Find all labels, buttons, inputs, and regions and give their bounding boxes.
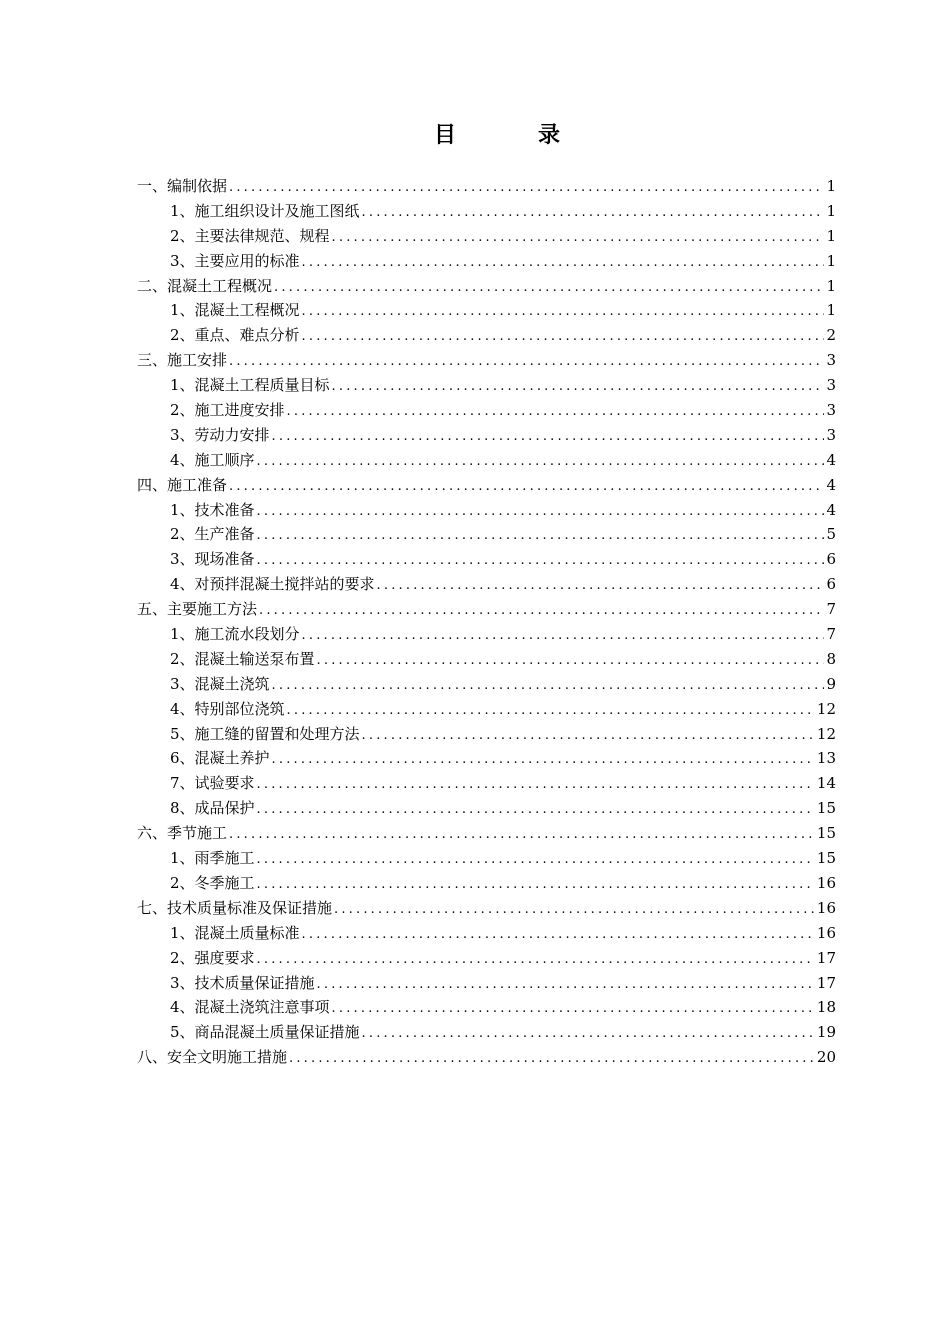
toc-subsection-entry[interactable] — [137, 796, 836, 821]
toc-subsection-entry[interactable] — [137, 249, 836, 274]
toc-subsection-entry[interactable] — [137, 672, 836, 697]
toc-entry-label: 3、劳动力安排 — [170, 425, 270, 444]
toc-page-number: 16 — [816, 873, 836, 892]
toc-dot-leader — [257, 948, 815, 971]
toc-subsection-entry[interactable] — [137, 647, 836, 672]
toc-entry-label: 3、主要应用的标准 — [170, 251, 300, 270]
toc-subsection-entry[interactable] — [137, 498, 836, 523]
toc-dot-leader — [272, 674, 825, 697]
toc-dot-leader — [272, 748, 815, 771]
toc-page-number: 4 — [826, 450, 836, 469]
toc-dot-leader — [257, 500, 825, 523]
toc-page-number: 6 — [826, 575, 836, 594]
toc-entry-label: 二、混凝土工程概况 — [137, 276, 273, 295]
toc-entry-label: 5、施工缝的留置和处理方法 — [170, 724, 360, 743]
toc-entry-label: 3、混凝土浇筑 — [170, 674, 270, 693]
toc-page-number: 1 — [826, 251, 836, 270]
toc-page-number: 8 — [826, 649, 836, 668]
toc-subsection-entry[interactable] — [137, 423, 836, 448]
toc-dot-leader — [229, 823, 815, 846]
toc-page-number: 3 — [826, 425, 836, 444]
toc-entry-label: 4、施工顺序 — [170, 450, 255, 469]
toc-entry-label: 1、混凝土质量标准 — [170, 923, 300, 942]
toc-list — [137, 174, 836, 1070]
toc-subsection-entry[interactable] — [137, 697, 836, 722]
toc-page-number: 3 — [826, 351, 836, 370]
toc-dot-leader — [302, 624, 825, 647]
toc-entry-label: 五、主要施工方法 — [137, 600, 258, 619]
toc-entry-label: 3、现场准备 — [170, 550, 255, 569]
toc-subsection-entry[interactable] — [137, 946, 836, 971]
toc-subsection-entry[interactable] — [137, 971, 836, 996]
toc-dot-leader — [257, 549, 825, 572]
toc-subsection-entry[interactable] — [137, 622, 836, 647]
toc-dot-leader — [274, 276, 824, 299]
toc-entry-label: 2、强度要求 — [170, 948, 255, 967]
toc-entry-label: 2、主要法律规范、规程 — [170, 226, 330, 245]
toc-section-entry[interactable] — [137, 348, 836, 373]
toc-page-number: 1 — [826, 301, 836, 320]
toc-page-number: 6 — [826, 550, 836, 569]
toc-entry-label: 2、生产准备 — [170, 525, 255, 544]
toc-entry-label: 1、混凝土工程质量目标 — [170, 376, 330, 395]
toc-subsection-entry[interactable] — [137, 746, 836, 771]
toc-entry-label: 8、成品保护 — [170, 799, 255, 818]
toc-page-number: 15 — [816, 799, 836, 818]
toc-section-entry[interactable] — [137, 821, 836, 846]
toc-subsection-entry[interactable] — [137, 522, 836, 547]
toc-entry-label: 1、施工组织设计及施工图纸 — [170, 201, 360, 220]
toc-dot-leader — [257, 524, 825, 547]
toc-section-entry[interactable] — [137, 1045, 836, 1070]
toc-subsection-entry[interactable] — [137, 572, 836, 597]
toc-entry-label: 2、施工进度安排 — [170, 401, 285, 420]
toc-dot-leader — [302, 300, 825, 323]
toc-page-number: 1 — [826, 201, 836, 220]
toc-page-number: 7 — [826, 625, 836, 644]
toc-dot-leader — [229, 475, 824, 498]
toc-dot-leader — [302, 923, 815, 946]
toc-page-number: 3 — [826, 401, 836, 420]
toc-page-number: 4 — [826, 475, 836, 494]
toc-dot-leader — [317, 649, 825, 672]
toc-page-number: 12 — [816, 724, 836, 743]
toc-dot-leader — [287, 699, 815, 722]
toc-entry-label: 1、技术准备 — [170, 500, 255, 519]
toc-entry-label: 4、混凝土浇筑注意事项 — [170, 998, 330, 1017]
toc-dot-leader — [334, 898, 815, 921]
toc-dot-leader — [287, 400, 825, 423]
toc-subsection-entry[interactable] — [137, 373, 836, 398]
toc-section-entry[interactable] — [137, 896, 836, 921]
toc-title: 目 录 — [433, 123, 590, 148]
toc-page-number: 2 — [826, 326, 836, 345]
toc-page-number: 17 — [816, 973, 836, 992]
toc-subsection-entry[interactable] — [137, 298, 836, 323]
toc-subsection-entry[interactable] — [137, 199, 836, 224]
toc-subsection-entry[interactable] — [137, 722, 836, 747]
toc-dot-leader — [257, 848, 815, 871]
toc-page-number: 14 — [816, 774, 836, 793]
toc-entry-label: 5、商品混凝土质量保证措施 — [170, 1023, 360, 1042]
toc-page-number: 1 — [826, 177, 836, 195]
toc-dot-leader — [332, 226, 825, 249]
toc-dot-leader — [317, 973, 815, 996]
toc-subsection-entry[interactable] — [137, 871, 836, 896]
toc-dot-leader — [362, 1022, 815, 1045]
toc-page-number: 13 — [816, 749, 836, 768]
toc-entry-label: 六、季节施工 — [137, 824, 228, 843]
toc-subsection-entry[interactable] — [137, 921, 836, 946]
toc-page-number: 20 — [816, 1048, 836, 1067]
toc-subsection-entry[interactable] — [137, 323, 836, 348]
toc-page-number: 15 — [816, 824, 836, 843]
toc-entry-label: 四、施工准备 — [137, 475, 228, 494]
toc-page-number: 5 — [826, 525, 836, 544]
toc-page-number: 18 — [816, 998, 836, 1017]
toc-entry-label: 一、编制依据 — [137, 177, 228, 195]
toc-subsection-entry[interactable] — [137, 224, 836, 249]
toc-dot-leader — [377, 574, 825, 597]
toc-entry-label: 2、冬季施工 — [170, 873, 255, 892]
toc-entry-label: 4、特别部位浇筑 — [170, 699, 285, 718]
toc-entry-label: 八、安全文明施工措施 — [137, 1048, 288, 1067]
toc-entry-label: 三、施工安排 — [137, 351, 228, 370]
toc-subsection-entry[interactable] — [137, 846, 836, 871]
toc-page-number: 12 — [816, 699, 836, 718]
toc-entry-label: 7、试验要求 — [170, 774, 255, 793]
toc-page-number: 4 — [826, 500, 836, 519]
toc-entry-label: 七、技术质量标准及保证措施 — [137, 898, 333, 917]
toc-dot-leader — [257, 773, 815, 796]
toc-dot-leader — [257, 450, 825, 473]
toc-section-entry[interactable] — [137, 597, 836, 622]
toc-entry-label: 4、对预拌混凝土搅拌站的要求 — [170, 575, 375, 594]
toc-entry-label: 1、雨季施工 — [170, 849, 255, 868]
toc-entry-label: 1、混凝土工程概况 — [170, 301, 300, 320]
toc-page-number: 16 — [816, 898, 836, 917]
toc-subsection-entry[interactable] — [137, 398, 836, 423]
toc-section-entry[interactable] — [137, 174, 836, 199]
toc-subsection-entry[interactable] — [137, 448, 836, 473]
toc-page-number: 19 — [816, 1023, 836, 1042]
toc-page-number: 15 — [816, 849, 836, 868]
toc-page-number: 1 — [826, 276, 836, 295]
toc-dot-leader — [259, 599, 824, 622]
toc-dot-leader — [229, 350, 824, 373]
toc-subsection-entry[interactable] — [137, 995, 836, 1020]
toc-dot-leader — [302, 251, 825, 274]
toc-page-number: 16 — [816, 923, 836, 942]
toc-dot-leader — [257, 873, 815, 896]
toc-page-number: 1 — [826, 226, 836, 245]
toc-page-number: 9 — [826, 674, 836, 693]
toc-subsection-entry[interactable] — [137, 771, 836, 796]
toc-entry-label: 2、混凝土输送泵布置 — [170, 649, 315, 668]
toc-dot-leader — [362, 724, 815, 747]
toc-entry-label: 6、混凝土养护 — [170, 749, 270, 768]
toc-dot-leader — [272, 425, 825, 448]
toc-dot-leader — [362, 201, 825, 224]
toc-section-entry[interactable] — [137, 473, 836, 498]
toc-subsection-entry[interactable] — [137, 547, 836, 572]
toc-page-number: 7 — [826, 600, 836, 619]
toc-dot-leader — [229, 176, 824, 199]
toc-subsection-entry[interactable] — [137, 1020, 836, 1045]
toc-dot-leader — [332, 375, 825, 398]
toc-dot-leader — [332, 997, 815, 1020]
toc-page-number: 17 — [816, 948, 836, 967]
toc-section-entry[interactable] — [137, 274, 836, 299]
toc-page-number: 3 — [826, 376, 836, 395]
toc-entry-label: 3、技术质量保证措施 — [170, 973, 315, 992]
toc-dot-leader — [289, 1047, 815, 1070]
toc-dot-leader — [257, 798, 815, 821]
toc-dot-leader — [302, 325, 825, 348]
toc-entry-label: 2、重点、难点分析 — [170, 326, 300, 345]
toc-entry-label: 1、施工流水段划分 — [170, 625, 300, 644]
